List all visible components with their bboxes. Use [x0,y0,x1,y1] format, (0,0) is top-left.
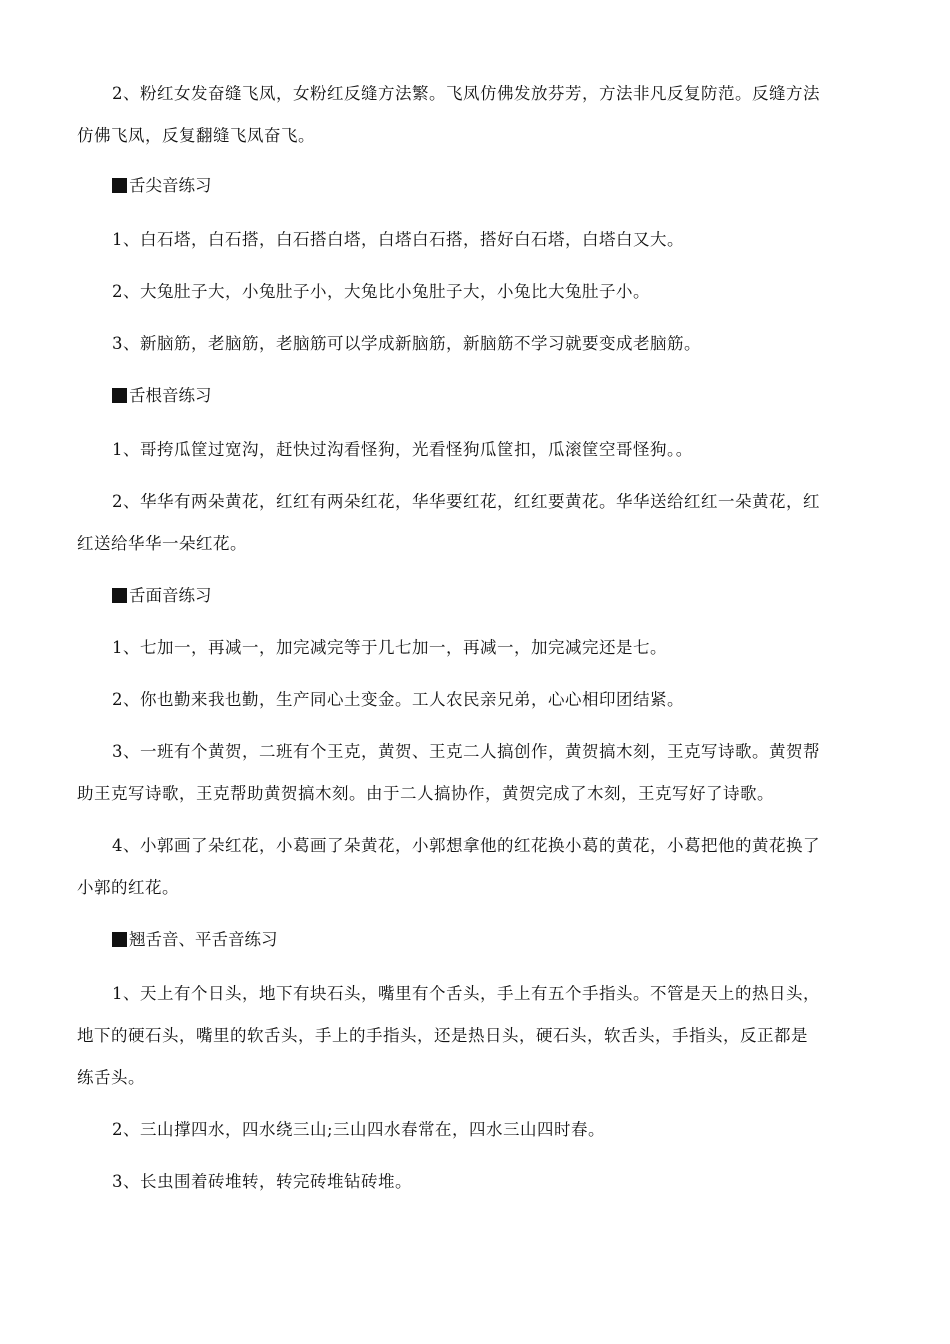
paragraph-sm-4-line-1: 4、小郭画了朵红花，小葛画了朵黄花，小郭想拿他的红花换小葛的黄花，小葛把他的黄花换了 [112,836,820,855]
paragraph-qp-2: 2、三山撑四水，四水绕三山;三山四水春常在，四水三山四时春。 [112,1120,606,1139]
paragraph-sm-1: 1、七加一，再减一，加完减完等于几七加一，再减一，加完减完还是七。 [112,638,667,657]
paragraph-sm-3-line-2: 助王克写诗歌，王克帮助黄贺搞木刻。由于二人搞协作，黄贺完成了木刻，王克写好了诗歌。 [77,784,774,803]
paragraph-fl-2-line-2: 仿佛飞凤，反复翻缝飞凤奋飞。 [77,126,315,145]
paragraph-sg-2-line-1: 2、华华有两朵黄花，红红有两朵红花，华华要红花，红红要黄花。华华送给红红一朵黄花，红 [112,492,820,511]
section-heading-shejian-text: 舌尖音练习 [129,176,212,195]
paragraph-sm-4-line-2: 小郭的红花。 [77,878,179,897]
paragraph-sj-1: 1、白石塔，白石搭，白石搭白塔，白塔白石搭，搭好白石塔，白塔白又大。 [112,230,684,249]
paragraph-qp-1-line-2: 地下的硬石头，嘴里的软舌头，手上的手指头，还是热日头，硬石头，软舌头，手指头，反正都是 [77,1026,808,1045]
section-heading-qiaoshe-pingshe-text: 翘舌音、平舌音练习 [129,930,278,949]
section-heading-shemian-text: 舌面音练习 [129,586,212,605]
paragraph-sm-3-line-1: 3、一班有个黄贺，二班有个王克，黄贺、王克二人搞创作，黄贺搞木刻，王克写诗歌。黄贺帮 [112,742,820,761]
black-square-icon [112,388,127,403]
paragraph-qp-3: 3、长虫围着砖堆转，转完砖堆钻砖堆。 [112,1172,412,1191]
section-heading-shemian [112,580,212,612]
paragraph-sg-1: 1、哥挎瓜筐过宽沟，赶快过沟看怪狗，光看怪狗瓜筐扣，瓜滚筐空哥怪狗。。 [112,440,693,459]
section-heading-shegen-text: 舌根音练习 [129,386,212,405]
paragraph-fl-2-line-1: 2、粉红女发奋缝飞凤，女粉红反缝方法繁。飞凤仿佛发放芬芳，方法非凡反复防范。反缝方法 [112,84,820,103]
paragraph-qp-1-line-1: 1、天上有个日头，地下有块石头，嘴里有个舌头，手上有五个手指头。不管是天上的热日头， [112,984,820,1003]
black-square-icon [112,588,127,603]
black-square-icon [112,932,127,947]
section-heading-shegen [112,380,212,412]
paragraph-sg-2-line-2: 红送给华华一朵红花。 [77,534,247,553]
paragraph-sj-2: 2、大兔肚子大，小兔肚子小，大兔比小兔肚子大，小兔比大兔肚子小。 [112,282,650,301]
black-square-icon [112,178,127,193]
section-heading-shejian [112,170,212,202]
paragraph-sj-3: 3、新脑筋，老脑筋，老脑筋可以学成新脑筋，新脑筋不学习就要变成老脑筋。 [112,334,701,353]
paragraph-sm-2: 2、你也勤来我也勤，生产同心土变金。工人农民亲兄弟，心心相印团结紧。 [112,690,684,709]
section-heading-qiaoshe-pingshe [112,924,278,956]
paragraph-qp-1-line-3: 练舌头。 [77,1068,145,1087]
